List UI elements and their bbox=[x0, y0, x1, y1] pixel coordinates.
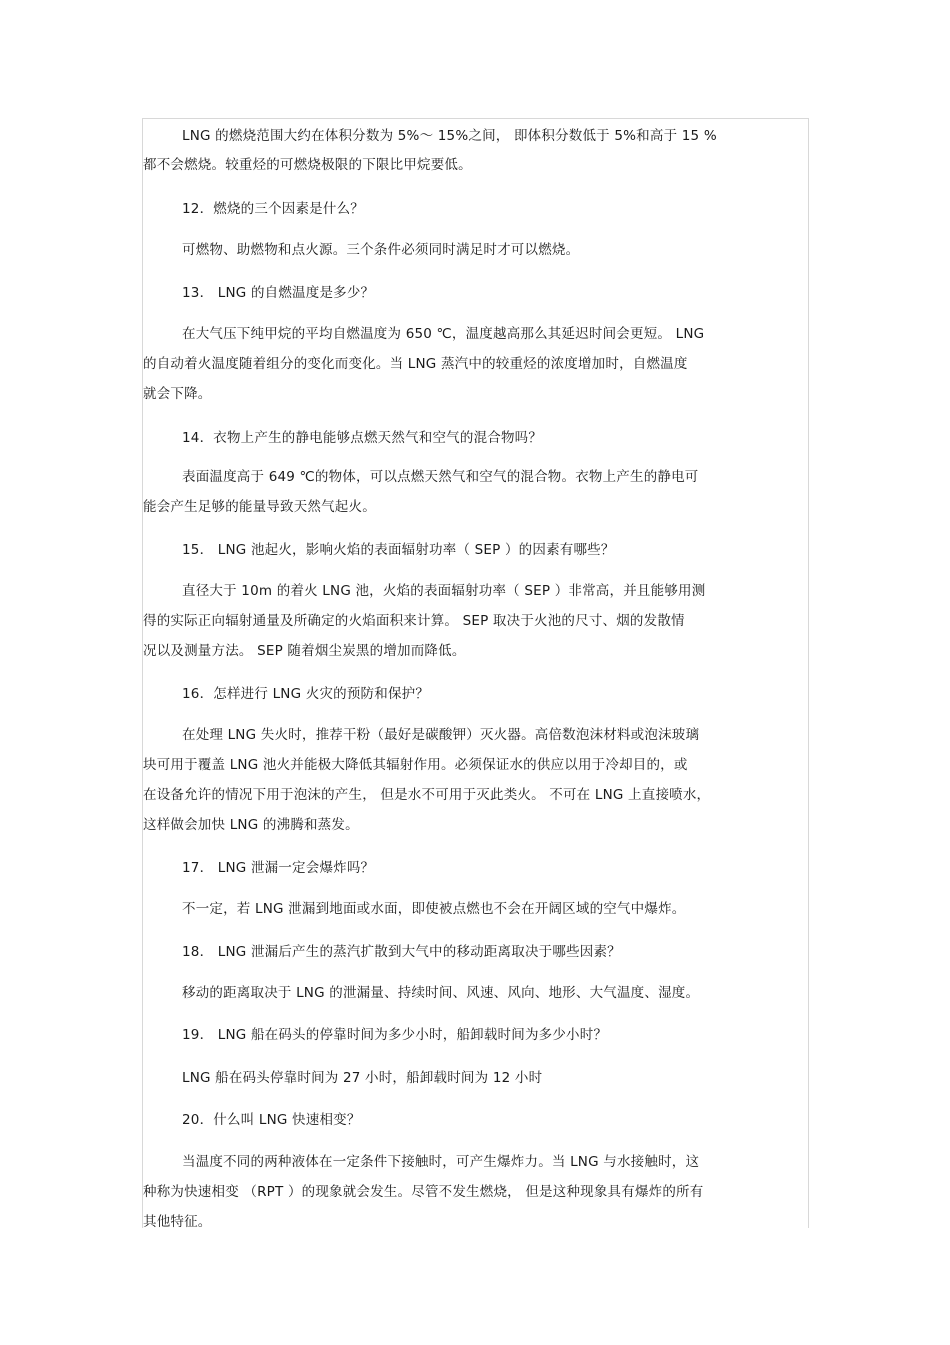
paragraph-line: 在处理 LNG 失火时，推荐干粉（最好是碳酸钾）灭火器。高倍数泡沫材料或泡沫玻璃 bbox=[182, 727, 700, 743]
paragraph-line: 其他特征。 bbox=[143, 1214, 212, 1230]
paragraph-line: LNG 的燃烧范围大约在体积分数为 5%～ 15%之间， 即体积分数低于 5%和高于 15 % bbox=[182, 128, 717, 144]
paragraph-line: LNG 船在码头停靠时间为 27 小时，船卸载时间为 12 小时 bbox=[182, 1070, 543, 1086]
paragraph-line: 不一定，若 LNG 泄漏到地面或水面，即使被点燃也不会在开阔区域的空气中爆炸。 bbox=[182, 901, 686, 917]
paragraph-line: 得的实际正向辐射通量及所确定的火焰面积来计算。 SEP 取决于火池的尺寸、烟的发散情 bbox=[143, 613, 685, 629]
question-heading: 17． LNG 泄漏一定会爆炸吗？ bbox=[182, 860, 375, 876]
paragraph-line: 能会产生足够的能量导致天然气起火。 bbox=[143, 499, 376, 515]
question-heading: 14．衣物上产生的静电能够点燃天然气和空气的混合物吗？ bbox=[182, 430, 543, 446]
paragraph-line: 况以及测量方法。 SEP 随着烟尘炭黑的增加而降低。 bbox=[143, 643, 466, 659]
question-heading: 15． LNG 池起火，影响火焰的表面辐射功率（ SEP ）的因素有哪些？ bbox=[182, 542, 615, 558]
question-heading: 20．什么叫 LNG 快速相变？ bbox=[182, 1112, 361, 1128]
paragraph-line: 当温度不同的两种液体在一定条件下接触时，可产生爆炸力。当 LNG 与水接触时，这 bbox=[182, 1154, 700, 1170]
paragraph-line: 种称为快速相变 （RPT ）的现象就会发生。尽管不发生燃烧， 但是这种现象具有爆炸的所有 bbox=[143, 1184, 704, 1200]
paragraph-line: 移动的距离取决于 LNG 的泄漏量、持续时间、风速、风向、地形、大气温度、湿度。 bbox=[182, 985, 700, 1001]
paragraph-line: 在大气压下纯甲烷的平均自燃温度为 650 ℃，温度越高那么其延迟时间会更短。 LNG bbox=[182, 326, 705, 342]
question-heading: 12．燃烧的三个因素是什么？ bbox=[182, 201, 364, 217]
paragraph-line: 的自动着火温度随着组分的变化而变化。当 LNG 蒸汽中的较重烃的浓度增加时，自燃温度 bbox=[143, 356, 688, 372]
paragraph-line: 就会下降。 bbox=[143, 386, 212, 402]
paragraph-line: 表面温度高于 649 ℃的物体，可以点燃天然气和空气的混合物。衣物上产生的静电可 bbox=[182, 469, 699, 485]
question-heading: 16．怎样进行 LNG 火灾的预防和保护？ bbox=[182, 686, 430, 702]
paragraph-line: 在设备允许的情况下用于泡沫的产生， 但是水不可用于灭此类火。 不可在 LNG 上直接喷水， bbox=[143, 787, 711, 803]
question-heading: 18． LNG 泄漏后产生的蒸汽扩散到大气中的移动距离取决于哪些因素？ bbox=[182, 944, 621, 960]
paragraph-line: 都不会燃烧。较重烃的可燃烧极限的下限比甲烷要低。 bbox=[143, 157, 472, 173]
page-frame-top-rule bbox=[142, 118, 808, 119]
question-heading: 13． LNG 的自燃温度是多少？ bbox=[182, 285, 375, 301]
paragraph-line: 这样做会加快 LNG 的沸腾和蒸发。 bbox=[143, 817, 359, 833]
question-heading: 19． LNG 船在码头的停靠时间为多少小时，船卸载时间为多少小时？ bbox=[182, 1027, 608, 1043]
paragraph-line: 直径大于 10m 的着火 LNG 池，火焰的表面辐射功率（ SEP ）非常高，并且能够用测 bbox=[182, 583, 706, 599]
paragraph-line: 可燃物、助燃物和点火源。三个条件必须同时满足时才可以燃烧。 bbox=[182, 242, 580, 258]
paragraph-line: 块可用于覆盖 LNG 池火并能极大降低其辐射作用。必须保证水的供应以用于冷却目的，或 bbox=[143, 757, 688, 773]
